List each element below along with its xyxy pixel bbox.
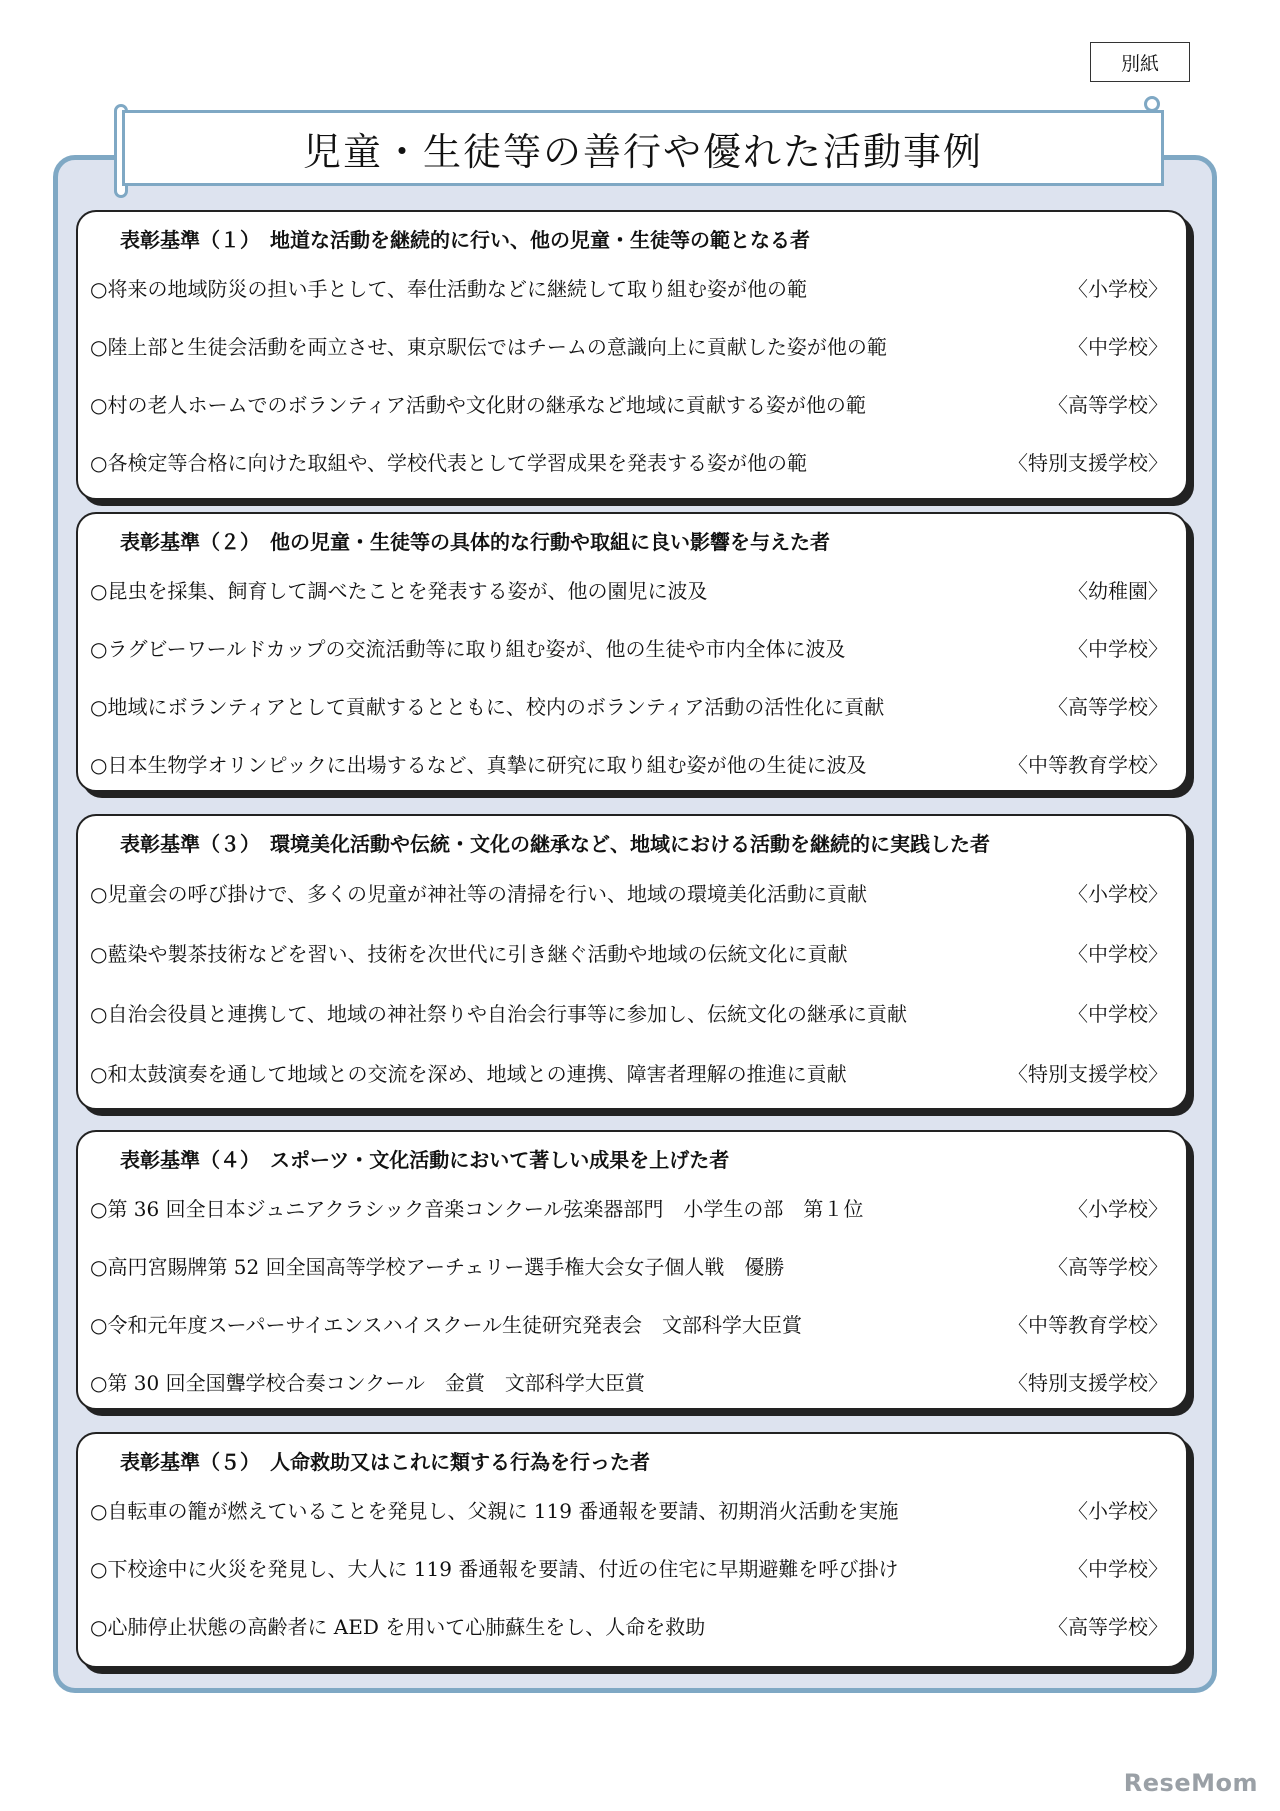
item-school: 〈特別支援学校〉: [1008, 1061, 1168, 1086]
watermark-logo: ReseMom: [1123, 1769, 1258, 1797]
list-item: [90, 862, 1168, 922]
item-text: ○陸上部と生徒会活動を両立させ、東京駅伝ではチームの意識向上に貢献した姿が他の範: [90, 334, 887, 359]
item-text: ○昆虫を採集、飼育して調べたことを発表する姿が、他の園児に波及: [90, 578, 708, 603]
list-item: [90, 1538, 1168, 1596]
item-text: ○藍染や製茶技術などを習い、技術を次世代に引き継ぐ活動や地域の伝統文化に貢献: [90, 941, 848, 966]
item-text: ○第 30 回全国聾学校合奏コンクール 金賞 文部科学大臣賞: [90, 1370, 645, 1395]
item-school: 〈小学校〉: [1068, 276, 1168, 301]
section-header: 表彰基準（４） スポーツ・文化活動において著しい成果を上げた者: [120, 1148, 730, 1172]
item-school: 〈小学校〉: [1068, 881, 1168, 906]
item-school: 〈中学校〉: [1068, 334, 1168, 359]
item-school: 〈高等学校〉: [1048, 1614, 1168, 1639]
item-school: 〈高等学校〉: [1048, 1254, 1168, 1279]
section-header: 表彰基準（５） 人命救助又はこれに類する行為を行った者: [120, 1450, 650, 1474]
list-item: [90, 258, 1168, 316]
item-text: ○地域にボランティアとして貢献するとともに、校内のボランティア活動の活性化に貢献: [90, 694, 885, 719]
list-item: [90, 1294, 1168, 1352]
criteria-section-3: [76, 814, 1188, 1110]
item-school: 〈高等学校〉: [1048, 392, 1168, 417]
list-item: [90, 1352, 1168, 1410]
item-school: 〈中学校〉: [1068, 636, 1168, 661]
criteria-section-1: [76, 210, 1188, 500]
item-text: ○令和元年度スーパーサイエンスハイスクール生徒研究発表会 文部科学大臣賞: [90, 1312, 803, 1337]
list-item: [90, 618, 1168, 676]
item-text: ○ラグビーワールドカップの交流活動等に取り組む姿が、他の生徒や市内全体に波及: [90, 636, 846, 661]
item-school: 〈小学校〉: [1068, 1498, 1168, 1523]
criteria-section-5: [76, 1432, 1188, 1668]
item-text: ○第 36 回全日本ジュニアクラシック音楽コンクール弦楽器部門 小学生の部 第１位: [90, 1196, 864, 1221]
list-item: [90, 1042, 1168, 1102]
list-item: [90, 560, 1168, 618]
section-header: 表彰基準（２） 他の児童・生徒等の具体的な行動や取組に良い影響を与えた者: [120, 530, 830, 554]
item-school: 〈小学校〉: [1068, 1196, 1168, 1221]
list-item: [90, 982, 1168, 1042]
item-school: 〈中学校〉: [1068, 1556, 1168, 1581]
item-text: ○各検定等合格に向けた取組や、学校代表として学習成果を発表する姿が他の範: [90, 450, 808, 475]
attachment-label: 別紙: [1090, 42, 1190, 82]
criteria-section-2: [76, 512, 1188, 792]
item-text: ○和太鼓演奏を通して地域との交流を深め、地域との連携、障害者理解の推進に貢献: [90, 1061, 847, 1086]
item-text: ○児童会の呼び掛けで、多くの児童が神社等の清掃を行い、地域の環境美化活動に貢献: [90, 881, 868, 906]
list-item: [90, 676, 1168, 734]
list-item: [90, 432, 1168, 490]
item-text: ○高円宮賜牌第 52 回全国高等学校アーチェリー選手権大会女子個人戦 優勝: [90, 1254, 785, 1279]
item-school: 〈幼稚園〉: [1068, 578, 1168, 603]
item-school: 〈中学校〉: [1068, 1001, 1168, 1026]
item-school: 〈特別支援学校〉: [1008, 450, 1168, 475]
item-school: 〈中等教育学校〉: [1008, 752, 1168, 777]
item-school: 〈高等学校〉: [1048, 694, 1168, 719]
item-text: ○日本生物学オリンピックに出場するなど、真摯に研究に取り組む姿が他の生徒に波及: [90, 752, 867, 777]
item-school: 〈中学校〉: [1068, 941, 1168, 966]
page-title: 児童・生徒等の善行や優れた活動事例: [302, 129, 983, 174]
item-text: ○自治会役員と連携して、地域の神社祭りや自治会行事等に参加し、伝統文化の継承に貢献: [90, 1001, 908, 1026]
banner-scroll-right: [1144, 96, 1160, 112]
item-text: ○下校途中に火災を発見し、大人に 119 番通報を要請、付近の住宅に早期避難を呼び掛け: [90, 1556, 899, 1581]
list-item: [90, 316, 1168, 374]
list-item: [90, 922, 1168, 982]
item-text: ○自転車の籠が燃えていることを発見し、父親に 119 番通報を要請、初期消火活動を実施: [90, 1498, 899, 1523]
item-school: 〈特別支援学校〉: [1008, 1370, 1168, 1395]
list-item: [90, 374, 1168, 432]
item-text: ○将来の地域防災の担い手として、奉仕活動などに継続して取り組む姿が他の範: [90, 276, 808, 301]
list-item: [90, 1236, 1168, 1294]
list-item: [90, 734, 1168, 792]
section-header: 表彰基準（１） 地道な活動を継続的に行い、他の児童・生徒等の範となる者: [120, 228, 810, 252]
list-item: [90, 1178, 1168, 1236]
title-banner: [122, 110, 1164, 186]
item-text: ○心肺停止状態の高齢者に AED を用いて心肺蘇生をし、人命を救助: [90, 1614, 706, 1639]
section-header: 表彰基準（３） 環境美化活動や伝統・文化の継承など、地域における活動を継続的に実践した者: [120, 832, 990, 856]
item-school: 〈中等教育学校〉: [1008, 1312, 1168, 1337]
list-item: [90, 1480, 1168, 1538]
list-item: [90, 1596, 1168, 1654]
item-text: ○村の老人ホームでのボランティア活動や文化財の継承など地域に貢献する姿が他の範: [90, 392, 866, 417]
criteria-section-4: [76, 1130, 1188, 1410]
